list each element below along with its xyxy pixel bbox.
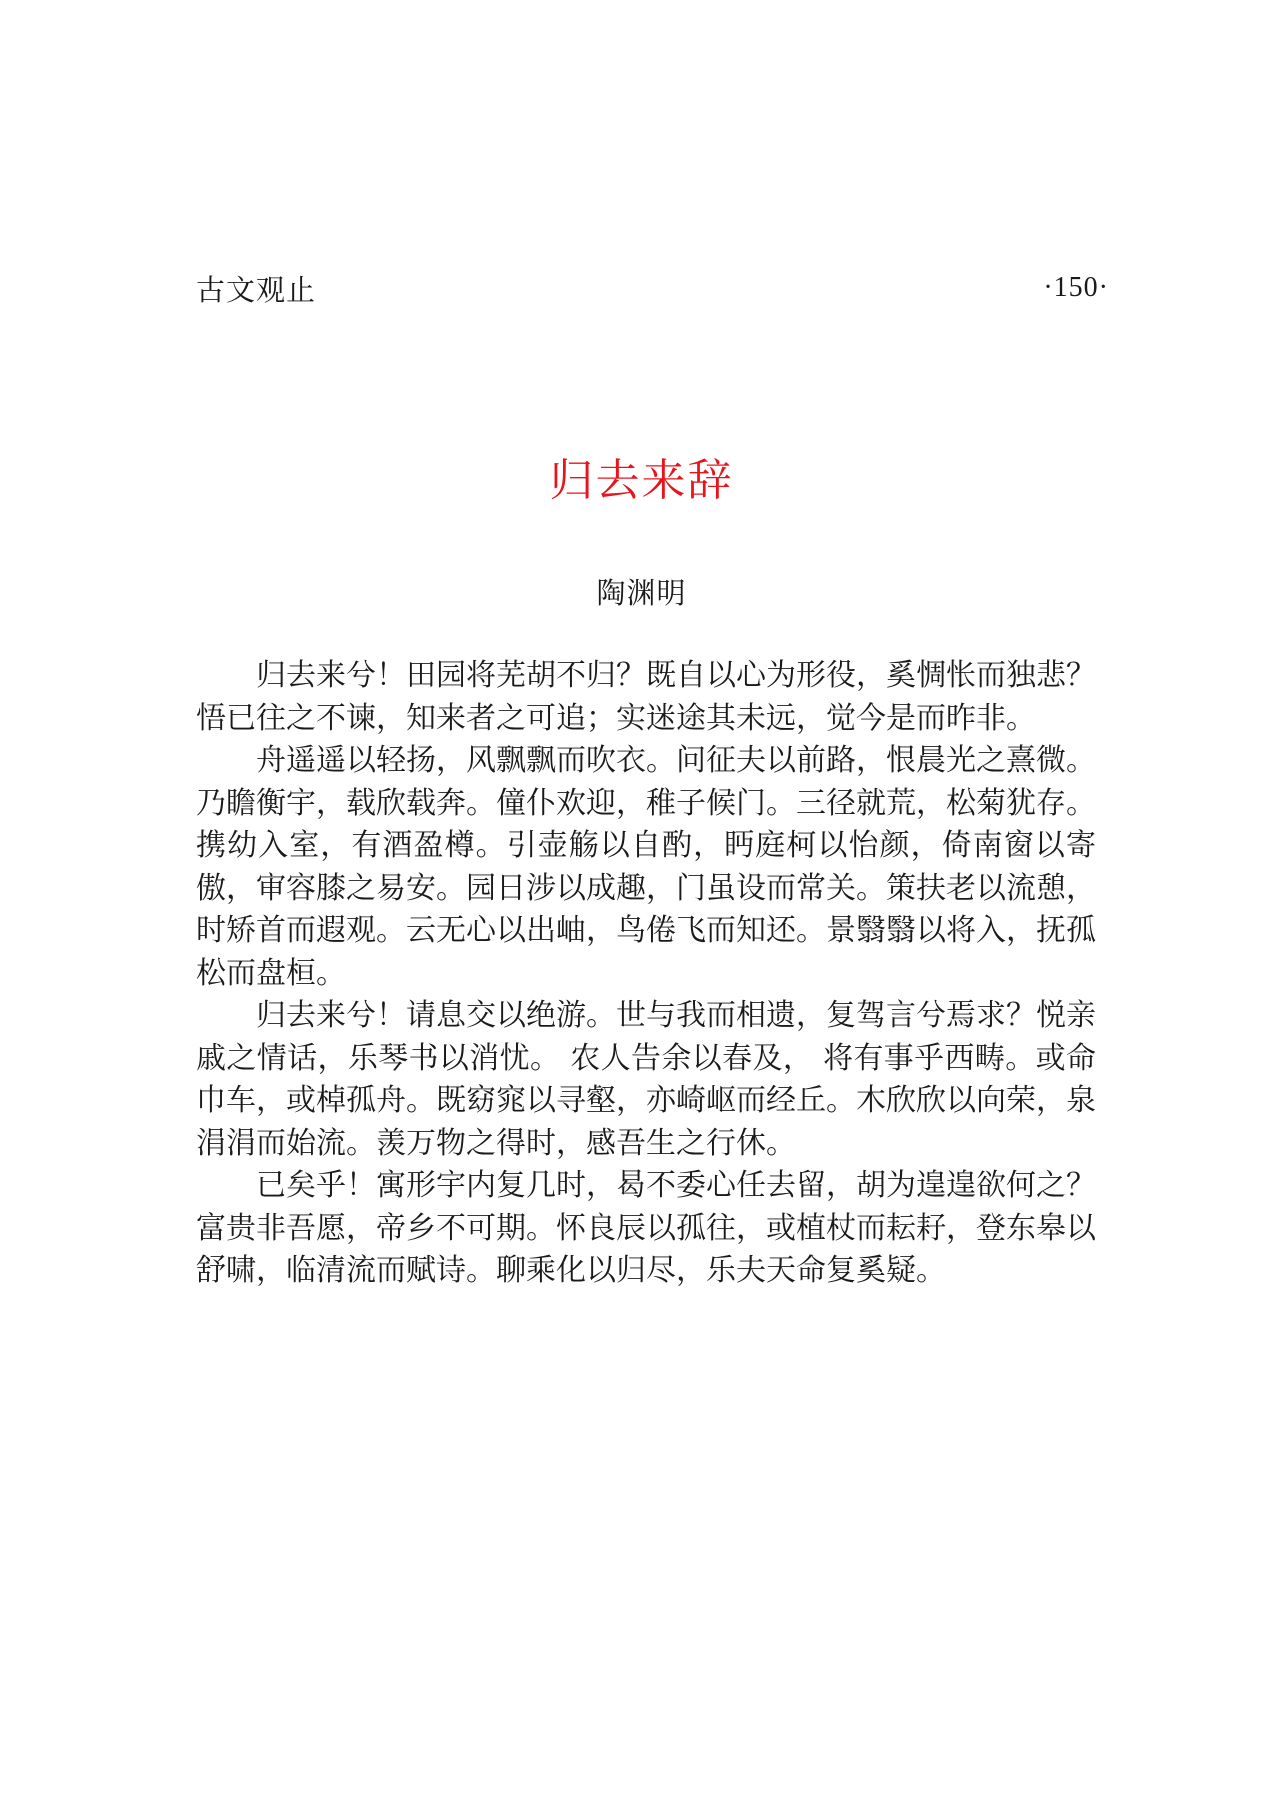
paragraph-3: 归去来兮！请息交以绝游。世与我而相遗，复驾言兮焉求？悦亲戚之情话，乐琴书以消忧。 农人告余以春及， 将有事乎西畴。或命巾车，或棹孤舟。既窈窕以寻壑，亦崎岖而经丘。木欣欣以向荣，泉涓涓而始流。羡万物之得时，感吾生之行休。 — [196, 998, 1096, 1161]
article-body — [196, 655, 1096, 1293]
page-number: ·150· — [1043, 272, 1109, 303]
running-header — [196, 268, 1109, 308]
paragraph-4: 已矣乎！寓形宇内复几时，曷不委心任去留，胡为遑遑欲何之？富贵非吾愿，帝乡不可期。怀良辰以孤往，或植杖而耘耔，登东皋以舒啸，临清流而赋诗。聊乘化以归尽，乐夫天命复奚疑。 — [196, 1168, 1096, 1288]
article-author: 陶渊明 — [596, 576, 687, 610]
book-title: 古文观止 — [196, 272, 317, 307]
paragraph-1: 归去来兮！田园将芜胡不归？既自以心为形役，奚惆怅而独悲？悟已往之不谏，知来者之可追；实迷途其未远，觉今是而昨非。 — [196, 658, 1096, 736]
article-title: 归去来辞 — [549, 455, 734, 506]
paragraph-2: 舟遥遥以轻扬，风飘飘而吹衣。问征夫以前路，恨晨光之熹微。乃瞻衡宇，载欣载奔。僮仆欢迎，稚子候门。三径就荒，松菊犹存。携幼入室，有酒盈樽。引壶觞以自酌，眄庭柯以怡颜，倚南窗以寄傲，审容膝之易安。园日涉以成趣，门虽设而常关。策扶老以流憩，时矫首而遐观。云无心以出岫，鸟倦飞而知还。景翳翳以将入，抚孤松而盘桓。 — [196, 743, 1096, 991]
